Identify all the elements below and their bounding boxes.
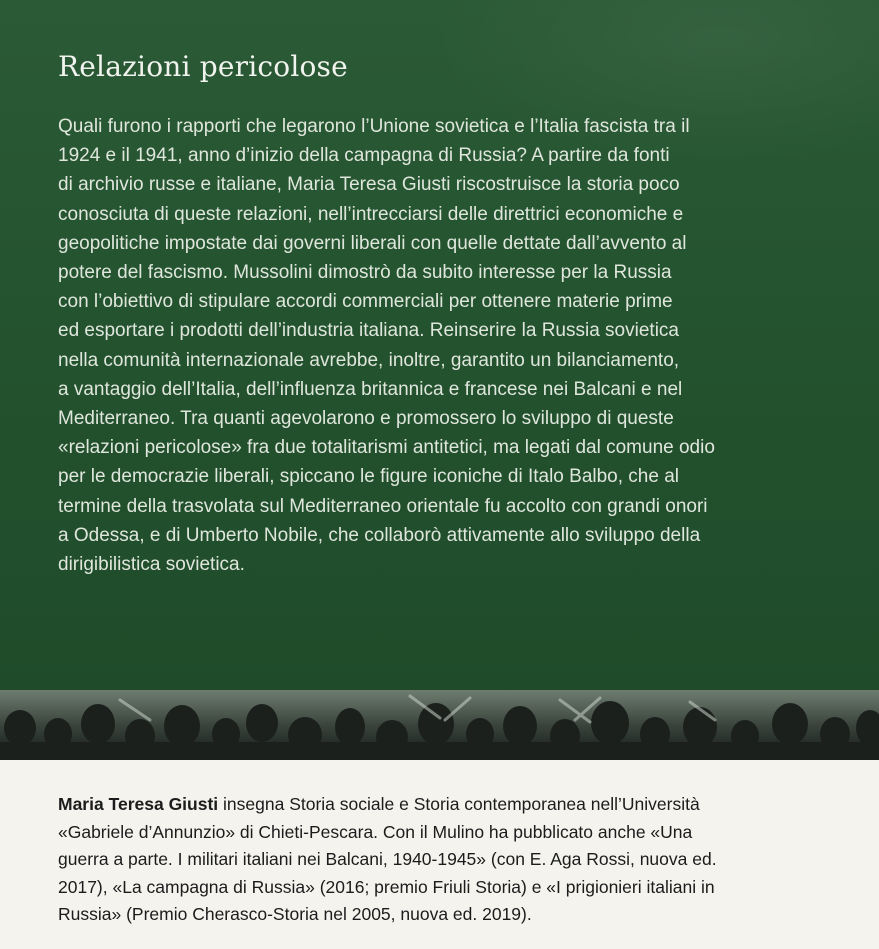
synopsis-line: a Odessa, e di Umberto Nobile, che collaborò attivamente allo sviluppo della: [58, 524, 701, 546]
bio-first-line-text: insegna Storia sociale e Storia contemporanea nell’Università: [218, 794, 700, 814]
synopsis-line: Quali furono i rapporti che legarono l’Unione sovietica e l’Italia fascista tra il: [58, 116, 690, 137]
synopsis-line: per le democrazie liberali, spiccano le figure iconiche di Italo Balbo, che al: [58, 466, 680, 488]
synopsis-text: [58, 112, 848, 579]
synopsis-line: Mediterraneo. Tra quanti agevolarono e promossero lo sviluppo di queste: [58, 408, 674, 430]
synopsis-line: 1924 e il 1941, anno d’inizio della campagna di Russia? A partire da fonti: [58, 145, 670, 167]
book-title: Relazioni pericolose: [58, 50, 348, 83]
synopsis-line: termine della trasvolata sul Mediterraneo orientale fu accolto con grandi onori: [58, 495, 708, 517]
author-bio-panel: [0, 760, 879, 949]
synopsis-line: ed esportare i prodotti dell’industria italiana. Reinserire la Russia sovietica: [58, 320, 679, 342]
synopsis-line: geopolitiche impostate dai governi liberali con quelle dettate dall’avvento al: [58, 232, 687, 254]
bio-line: «Gabriele d’Annunzio» di Chieti-Pescara. Con il Mulino ha pubblicato anche «Una: [58, 821, 693, 842]
author-bio-text: [58, 791, 858, 929]
crowd-photo-strip: [0, 690, 879, 760]
author-name: Maria Teresa Giusti: [58, 794, 219, 814]
bio-line: Russia» (Premio Cherasco-Storia nel 2005, nuova ed. 2019).: [58, 904, 532, 924]
synopsis-line: a vantaggio dell’Italia, dell’influenza britannica e francese nei Balcani e nel: [58, 378, 683, 400]
crowd-silhouette-image: [0, 690, 879, 760]
synopsis-line: conosciuta di queste relazioni, nell’intrecciarsi delle direttrici economiche e: [58, 203, 684, 225]
synopsis-line: con l’obiettivo di stipulare accordi commerciali per ottenere materie prime: [58, 291, 673, 313]
synopsis-line: dirigibilistica sovietica.: [58, 554, 245, 576]
synopsis-line: nella comunità internazionale avrebbe, inoltre, garantito un bilanciamento,: [58, 349, 680, 371]
synopsis-line: potere del fascismo. Mussolini dimostrò da subito interesse per la Russia: [58, 262, 672, 284]
synopsis-line: di archivio russe e italiane, Maria Teresa Giusti riscostruisce la storia poco: [58, 174, 680, 196]
bio-line: 2017), «La campagna di Russia» (2016; premio Friuli Storia) e «I prigionieri italiani in: [58, 876, 715, 897]
synopsis-line: «relazioni pericolose» fra due totalitarismi antitetici, ma legati dal comune odio: [58, 437, 715, 459]
bio-line: guerra a parte. I militari italiani nei Balcani, 1940-1945» (con E. Aga Rossi, nuova ed.: [58, 849, 717, 869]
bio-line: [58, 791, 858, 819]
